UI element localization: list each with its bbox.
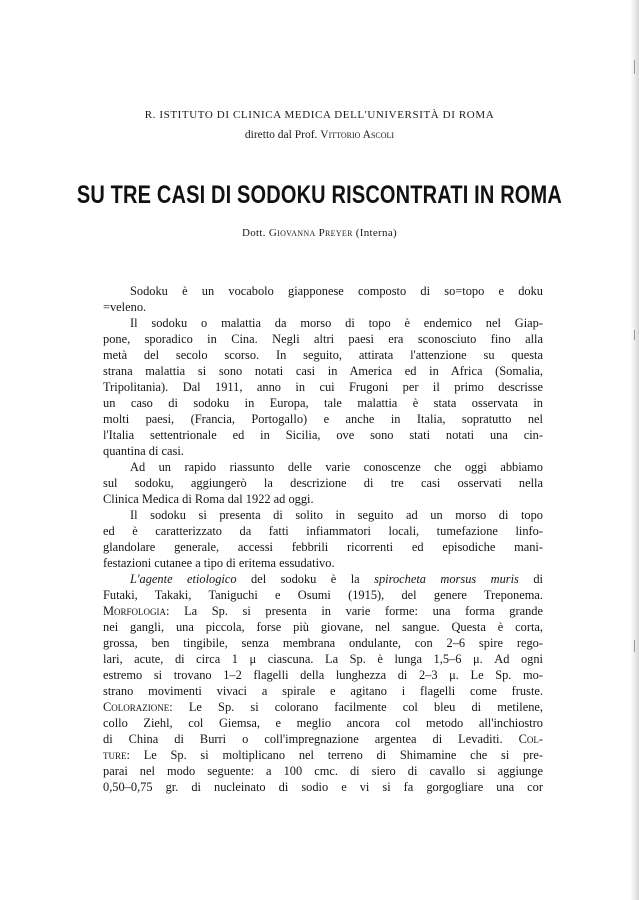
body-line: 0,50–0,75 gr. di nucleinato di sodio e vi si fa gorgogliare una cor	[103, 780, 543, 794]
species-name: spirocheta morsus muris	[374, 572, 519, 586]
body-line: Ad un rapido riassunto delle varie conoscenze che oggi abbiamo	[130, 460, 543, 474]
body-line: Il sodoku o malattia da morso di topo è endemico nel Giap-	[130, 316, 543, 330]
body-line: =veleno.	[103, 300, 147, 314]
body-line: un caso di sodoku in Europa, tale malattia è stata osservata in	[103, 396, 543, 410]
body-line: pone, sporadico in Cina. Negli altri paesi era sconosciuto fino alla	[103, 332, 543, 346]
culture-text: : Le Sp. si moltiplicano nel terreno di Shimamine che si pre-	[126, 748, 543, 762]
body-line: l'Italia settentrionale ed in Sicilia, ove sono stati notati una cin-	[103, 428, 543, 442]
staining-line	[103, 699, 543, 716]
body-line: quantina di casi.	[103, 444, 184, 458]
body-line: lari, acute, di circa 1 μ ciascuna. La Sp. è lunga 1,5–6 μ. Ad ogni	[103, 652, 543, 666]
body-line: nei gangli, una piccola, forse più giovane, nel sangue. Questa è corta,	[103, 620, 543, 634]
morphology-line	[103, 603, 543, 620]
body-line: sul sodoku, aggiungerò la descrizione di tre casi osservati nella	[103, 476, 543, 490]
body-line: glandolare generale, accessi febbrili ricorrenti ed episodiche mani-	[103, 540, 543, 554]
author-prefix: Dott.	[242, 227, 266, 239]
article-title: SU TRE CASI DI SODOKU RISCONTRATI IN ROMA	[76, 181, 562, 209]
morphology-text: : La Sp. si presenta in varie forme: una forma grande	[166, 604, 543, 618]
author-role: (Interna)	[355, 227, 397, 239]
morphology-label: Morfologia	[103, 604, 167, 618]
body-line: strano movimenti vivaci a spirale e agitano i flagelli come fruste.	[103, 684, 543, 698]
body-line: grossa, ben tingibile, senza membrana ondulante, con 2–6 spire rego-	[103, 636, 543, 650]
director-line	[0, 129, 639, 141]
author-line	[0, 227, 639, 239]
etiology-end: di	[533, 572, 543, 586]
edge-mark	[634, 640, 635, 652]
staining-text: : Le Sp. si colorano facilmente col bleu di metilene,	[169, 700, 543, 714]
body-line: Sodoku è un vocabolo giapponese composto di so=topo e doku	[130, 284, 543, 298]
body-line: Il sodoku si presenta di solito in seguito ad un morso di topo	[130, 508, 543, 522]
culture-label-start: Col-	[518, 732, 543, 746]
edge-mark	[634, 330, 635, 340]
director-name: Vittorio Ascoli	[320, 129, 395, 141]
etiology-line	[103, 571, 543, 588]
body-line: festazioni cutanee a tipo di eritema essudativo.	[103, 556, 335, 570]
body-line: di China di Burri o coll'impregnazione argentea di Levaditi. Col-	[103, 732, 543, 746]
body-line: Clinica Medica di Roma dal 1922 ad oggi.	[103, 492, 314, 506]
staining-label: Colorazione	[103, 700, 170, 714]
body-line: Tripolitania). Dal 1911, anno in cui Frugoni per il primo descrisse	[103, 380, 543, 394]
etiology-term: L'agente etiologico	[130, 572, 237, 586]
director-prefix: diretto dal Prof.	[244, 129, 318, 141]
body-line: estremo si trovano 1–2 flagelli della lunghezza di 2–3 μ. Le Sp. mo-	[103, 668, 543, 682]
body-line: molti paesi, (Francia, Portogallo) e anche in Italia, sopratutto nel	[103, 412, 543, 426]
culture-label-end: ture	[103, 748, 127, 762]
etiology-mid: del sodoku è la	[251, 572, 360, 586]
body-line: ed è caratterizzato da fatti infiammatori locali, tumefazione linfo-	[103, 524, 543, 538]
institute-heading: R. ISTITUTO DI CLINICA MEDICA DELL'UNIVERSITÀ DI ROMA	[144, 109, 495, 121]
body-line: metà del secolo scorso. In seguito, attirata l'attenzione su questa	[103, 348, 543, 362]
body-line: Futaki, Takaki, Taniguchi e Osumi (1915), del genere Treponema.	[103, 588, 543, 602]
culture-line	[103, 747, 543, 764]
body-line: parai nel modo seguente: a 100 cmc. di siero di cavallo si aggiunge	[103, 764, 543, 778]
body-line: collo Ziehl, col Giemsa, e meglio ancora col metodo all'inchiostro	[103, 716, 543, 730]
author-name: Giovanna Preyer	[268, 227, 353, 239]
edge-mark	[634, 60, 635, 74]
body-line: strana malattia si sono notati casi in America ed in Africa (Somalia,	[103, 364, 543, 378]
